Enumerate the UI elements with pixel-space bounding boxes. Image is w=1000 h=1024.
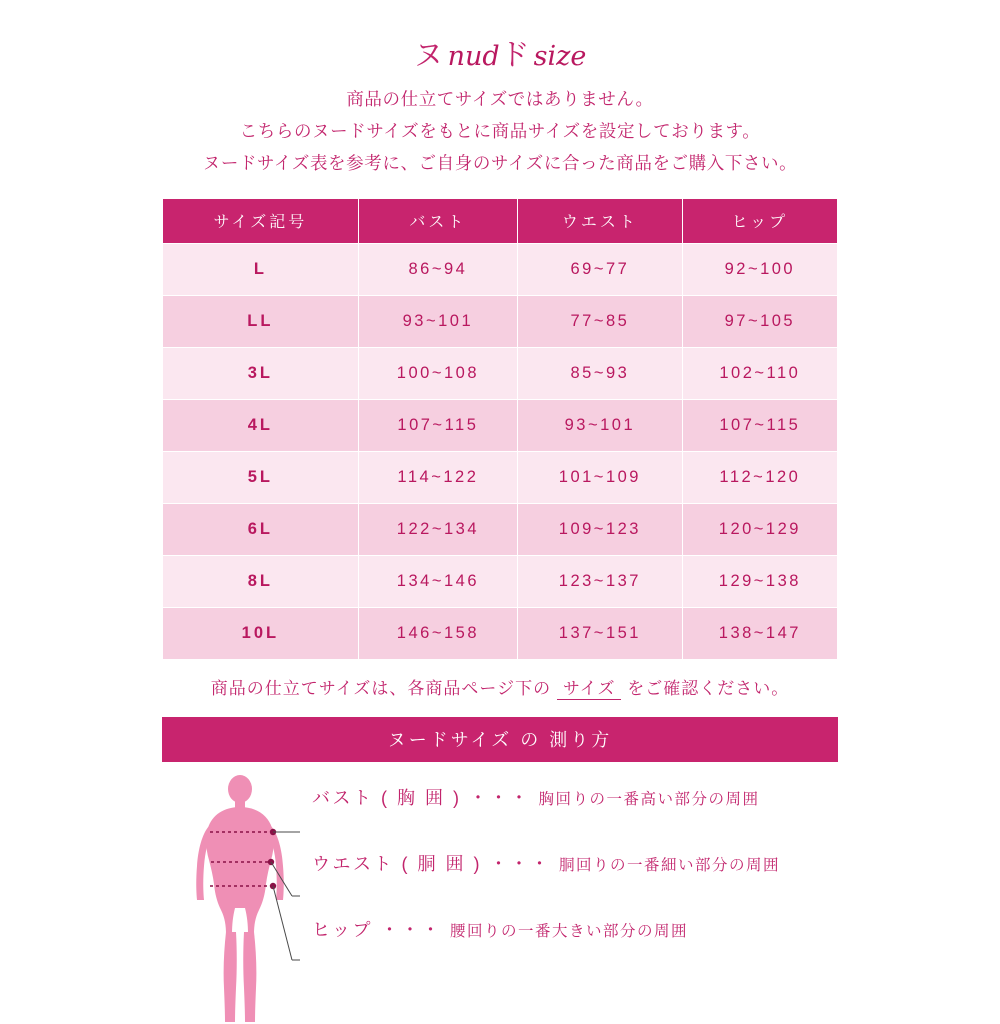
cell-hip: 112~120 [682, 451, 837, 503]
cell-hip: 102~110 [682, 347, 837, 399]
table-header-bust: バスト [358, 198, 517, 243]
page-title-middle: ド [499, 39, 534, 72]
table-row [163, 295, 838, 347]
cell-bust: 146~158 [358, 607, 517, 659]
table-row [163, 555, 838, 607]
legend-item-bust [312, 784, 832, 810]
table-row [163, 607, 838, 659]
table-row [163, 347, 838, 399]
cell-hip: 107~115 [682, 399, 837, 451]
table-row [163, 399, 838, 451]
page-title-block [0, 0, 1000, 74]
page-title-script: nud [447, 41, 500, 72]
cell-waist: 93~101 [518, 399, 683, 451]
legend-waist-value: 胴回りの一番細い部分の周囲 [559, 856, 781, 874]
legend-bust-key: バスト ( 胸 囲 ) ・・・ [312, 787, 531, 808]
cell-size: 10L [163, 607, 359, 659]
female-body-figure-icon [180, 774, 300, 1024]
table-note [0, 674, 1000, 699]
measurement-legend [312, 784, 832, 982]
cell-waist: 85~93 [518, 347, 683, 399]
page-title [414, 38, 587, 74]
cell-waist: 101~109 [518, 451, 683, 503]
cell-hip: 129~138 [682, 555, 837, 607]
cell-waist: 69~77 [518, 243, 683, 295]
legend-item-waist [312, 850, 832, 876]
page-title-script-2: size [533, 41, 587, 72]
legend-hip-key: ヒップ ・・・ [312, 919, 442, 940]
table-note-after: をご確認ください。 [627, 678, 790, 698]
table-header-size: サイズ記号 [163, 198, 359, 243]
cell-size: 6L [163, 503, 359, 555]
table-row [163, 503, 838, 555]
cell-bust: 93~101 [358, 295, 517, 347]
cell-size: 5L [163, 451, 359, 503]
cell-bust: 134~146 [358, 555, 517, 607]
cell-size: L [163, 243, 359, 295]
cell-hip: 97~105 [682, 295, 837, 347]
lead-line-2: こちらのヌードサイズをもとに商品サイズを設定しております。 [239, 120, 761, 141]
measuring-section [162, 762, 838, 1012]
cell-size: LL [163, 295, 359, 347]
table-header-waist: ウエスト [518, 198, 683, 243]
section-banner: ヌードサイズ の 測り方 [162, 717, 838, 762]
cell-bust: 122~134 [358, 503, 517, 555]
legend-bust-value: 胸回りの一番高い部分の周囲 [538, 790, 760, 808]
cell-waist: 109~123 [518, 503, 683, 555]
cell-waist: 137~151 [518, 607, 683, 659]
table-header-row [163, 198, 838, 243]
cell-bust: 86~94 [358, 243, 517, 295]
size-table-wrapper [162, 198, 838, 660]
cell-waist: 123~137 [518, 555, 683, 607]
lead-line-1: 商品の仕立てサイズではありません。 [346, 89, 654, 109]
cell-size: 8L [163, 555, 359, 607]
legend-hip-value: 腰回りの一番大きい部分の周囲 [449, 922, 688, 940]
cell-bust: 107~115 [358, 399, 517, 451]
lead-paragraph [70, 84, 930, 180]
cell-hip: 92~100 [682, 243, 837, 295]
cell-waist: 77~85 [518, 295, 683, 347]
lead-line-3: ヌードサイズ表を参考に、ご自身のサイズに合った商品をご購入下さい。 [202, 152, 798, 173]
table-row [163, 243, 838, 295]
legend-waist-key: ウエスト ( 胴 囲 ) ・・・ [312, 853, 551, 874]
cell-size: 3L [163, 347, 359, 399]
cell-hip: 138~147 [682, 607, 837, 659]
size-link[interactable]: サイズ [557, 679, 622, 700]
table-row [163, 451, 838, 503]
table-header-hip: ヒップ [682, 198, 837, 243]
table-note-before: 商品の仕立てサイズは、各商品ページ下の [210, 678, 552, 698]
size-table [162, 198, 838, 660]
cell-bust: 114~122 [358, 451, 517, 503]
legend-item-hip [312, 916, 832, 942]
cell-size: 4L [163, 399, 359, 451]
cell-bust: 100~108 [358, 347, 517, 399]
cell-hip: 120~129 [682, 503, 837, 555]
page-title-prefix: ヌ [413, 39, 448, 72]
